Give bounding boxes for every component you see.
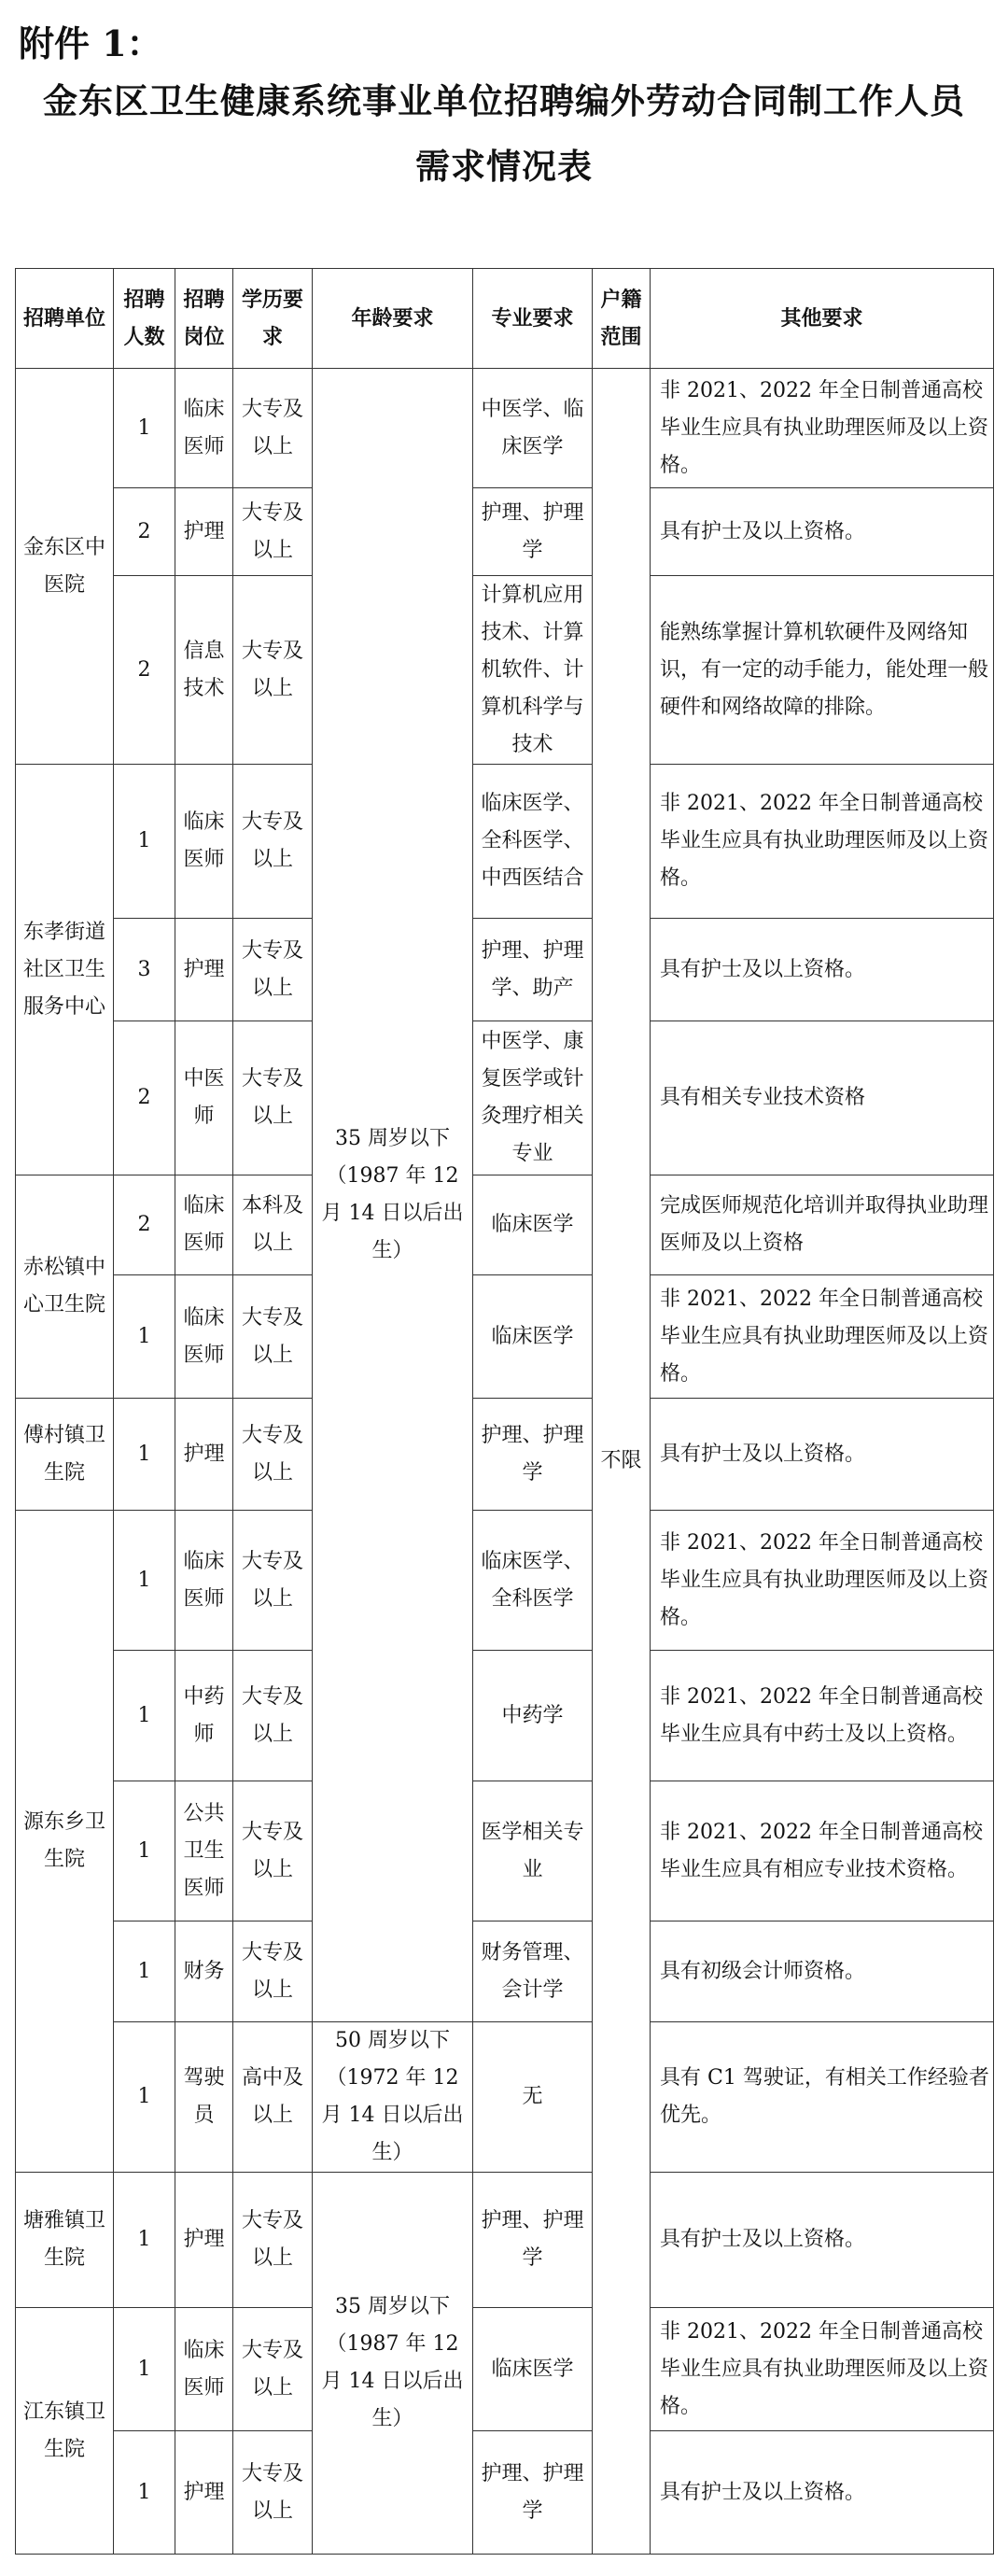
post-cell: 护理 xyxy=(175,2431,233,2555)
edu-cell: 大专及以上 xyxy=(233,1021,313,1175)
count-cell: 1 xyxy=(114,2431,175,2555)
major-cell: 临床医学 xyxy=(473,1275,593,1399)
count-cell: 1 xyxy=(114,1275,175,1399)
edu-cell: 大专及以上 xyxy=(233,1781,313,1921)
table-row xyxy=(16,1021,994,1175)
table-row xyxy=(16,1275,994,1399)
other-cell: 具有护士及以上资格。 xyxy=(651,1399,994,1511)
recruitment-table xyxy=(15,268,994,2555)
other-cell: 具有护士及以上资格。 xyxy=(651,488,994,576)
header-other: 其他要求 xyxy=(651,269,994,369)
other-cell: 具有护士及以上资格。 xyxy=(651,919,994,1021)
edu-cell: 大专及以上 xyxy=(233,1651,313,1781)
table-row xyxy=(16,2431,994,2555)
edu-cell: 大专及以上 xyxy=(233,488,313,576)
other-cell: 具有护士及以上资格。 xyxy=(651,2173,994,2308)
table-row xyxy=(16,1175,994,1275)
post-cell: 护理 xyxy=(175,1399,233,1511)
unit-cell: 傅村镇卫生院 xyxy=(16,1399,114,1511)
edu-cell: 高中及以上 xyxy=(233,2022,313,2173)
count-cell: 1 xyxy=(114,1781,175,1921)
major-cell: 临床医学 xyxy=(473,1175,593,1275)
header-count: 招聘人数 xyxy=(114,269,175,369)
other-cell: 非 2021、2022 年全日制普通高校毕业生应具有相应专业技术资格。 xyxy=(651,1781,994,1921)
table-row xyxy=(16,1651,994,1781)
table-row xyxy=(16,1781,994,1921)
count-cell: 1 xyxy=(114,2173,175,2308)
count-cell: 1 xyxy=(114,1921,175,2022)
post-cell: 财务 xyxy=(175,1921,233,2022)
other-cell: 完成医师规范化培训并取得执业助理医师及以上资格 xyxy=(651,1175,994,1275)
post-cell: 公共卫生医师 xyxy=(175,1781,233,1921)
count-cell: 2 xyxy=(114,576,175,765)
count-cell: 1 xyxy=(114,1399,175,1511)
major-cell: 中医学、临床医学 xyxy=(473,369,593,488)
other-cell: 能熟练掌握计算机软硬件及网络知识，有一定的动手能力，能处理一般硬件和网络故障的排除。 xyxy=(651,576,994,765)
post-cell: 临床医师 xyxy=(175,369,233,488)
header-hukou: 户籍范围 xyxy=(593,269,651,369)
major-cell: 计算机应用技术、计算机软件、计算机科学与技术 xyxy=(473,576,593,765)
hukou-cell: 不限 xyxy=(593,369,651,2555)
attachment-label: 附件 1： xyxy=(19,22,162,64)
unit-cell: 东孝街道社区卫生服务中心 xyxy=(16,765,114,1175)
count-cell: 3 xyxy=(114,919,175,1021)
document-subtitle: 需求情况表 xyxy=(415,146,593,187)
edu-cell: 大专及以上 xyxy=(233,2308,313,2431)
table-row xyxy=(16,2022,994,2173)
count-cell: 2 xyxy=(114,1175,175,1275)
post-cell: 信息技术 xyxy=(175,576,233,765)
post-cell: 临床医师 xyxy=(175,1511,233,1651)
major-cell: 护理、护理学、助产 xyxy=(473,919,593,1021)
table-row xyxy=(16,488,994,576)
major-cell: 临床医学、全科医学、中西医结合 xyxy=(473,765,593,919)
edu-cell: 大专及以上 xyxy=(233,765,313,919)
major-cell: 临床医学、全科医学 xyxy=(473,1511,593,1651)
table-row xyxy=(16,919,994,1021)
post-cell: 中医师 xyxy=(175,1021,233,1175)
edu-cell: 大专及以上 xyxy=(233,919,313,1021)
unit-cell: 塘雅镇卫生院 xyxy=(16,2173,114,2308)
major-cell: 无 xyxy=(473,2022,593,2173)
other-cell: 非 2021、2022 年全日制普通高校毕业生应具有执业助理医师及以上资格。 xyxy=(651,2308,994,2431)
major-cell: 中药学 xyxy=(473,1651,593,1781)
table-row xyxy=(16,2308,994,2431)
unit-cell: 金东区中医院 xyxy=(16,369,114,765)
table-row xyxy=(16,576,994,765)
major-cell: 财务管理、会计学 xyxy=(473,1921,593,2022)
other-cell: 非 2021、2022 年全日制普通高校毕业生应具有执业助理医师及以上资格。 xyxy=(651,765,994,919)
other-cell: 非 2021、2022 年全日制普通高校毕业生应具有执业助理医师及以上资格。 xyxy=(651,369,994,488)
major-cell: 医学相关专业 xyxy=(473,1781,593,1921)
count-cell: 1 xyxy=(114,2022,175,2173)
post-cell: 中药师 xyxy=(175,1651,233,1781)
post-cell: 临床医师 xyxy=(175,1275,233,1399)
table-row xyxy=(16,1511,994,1651)
post-cell: 驾驶员 xyxy=(175,2022,233,2173)
post-cell: 护理 xyxy=(175,2173,233,2308)
edu-cell: 大专及以上 xyxy=(233,576,313,765)
edu-cell: 大专及以上 xyxy=(233,1399,313,1511)
other-cell: 非 2021、2022 年全日制普通高校毕业生应具有执业助理医师及以上资格。 xyxy=(651,1511,994,1651)
edu-cell: 本科及以上 xyxy=(233,1175,313,1275)
table-row xyxy=(16,369,994,488)
major-cell: 护理、护理学 xyxy=(473,1399,593,1511)
table-header-row xyxy=(16,269,994,369)
unit-cell: 江东镇卫生院 xyxy=(16,2308,114,2555)
edu-cell: 大专及以上 xyxy=(233,369,313,488)
count-cell: 1 xyxy=(114,2308,175,2431)
post-cell: 临床医师 xyxy=(175,2308,233,2431)
major-cell: 护理、护理学 xyxy=(473,2431,593,2555)
post-cell: 临床医师 xyxy=(175,765,233,919)
age-cell: 50 周岁以下（1972 年 12 月 14 日以后出生） xyxy=(313,2022,473,2173)
unit-cell: 源东乡卫生院 xyxy=(16,1511,114,2173)
age-cell: 35 周岁以下（1987 年 12 月 14 日以后出生） xyxy=(313,2173,473,2555)
edu-cell: 大专及以上 xyxy=(233,2173,313,2308)
table-row xyxy=(16,1921,994,2022)
other-cell: 具有护士及以上资格。 xyxy=(651,2431,994,2555)
edu-cell: 大专及以上 xyxy=(233,1921,313,2022)
major-cell: 护理、护理学 xyxy=(473,2173,593,2308)
table-row xyxy=(16,2173,994,2308)
age-cell: 35 周岁以下（1987 年 12 月 14 日以后出生） xyxy=(313,369,473,2022)
major-cell: 中医学、康复医学或针灸理疗相关专业 xyxy=(473,1021,593,1175)
header-edu: 学历要求 xyxy=(233,269,313,369)
count-cell: 1 xyxy=(114,1511,175,1651)
header-unit: 招聘单位 xyxy=(16,269,114,369)
other-cell: 具有初级会计师资格。 xyxy=(651,1921,994,2022)
count-cell: 1 xyxy=(114,1651,175,1781)
edu-cell: 大专及以上 xyxy=(233,1275,313,1399)
count-cell: 2 xyxy=(114,1021,175,1175)
post-cell: 护理 xyxy=(175,488,233,576)
other-cell: 非 2021、2022 年全日制普通高校毕业生应具有执业助理医师及以上资格。 xyxy=(651,1275,994,1399)
document-title: 金东区卫生健康系统事业单位招聘编外劳动合同制工作人员 xyxy=(43,80,965,121)
other-cell: 非 2021、2022 年全日制普通高校毕业生应具有中药士及以上资格。 xyxy=(651,1651,994,1781)
header-age: 年龄要求 xyxy=(313,269,473,369)
header-post: 招聘岗位 xyxy=(175,269,233,369)
post-cell: 临床医师 xyxy=(175,1175,233,1275)
header-major: 专业要求 xyxy=(473,269,593,369)
edu-cell: 大专及以上 xyxy=(233,1511,313,1651)
count-cell: 1 xyxy=(114,369,175,488)
table-row xyxy=(16,765,994,919)
unit-cell: 赤松镇中心卫生院 xyxy=(16,1175,114,1399)
other-cell: 具有 C1 驾驶证，有相关工作经验者优先。 xyxy=(651,2022,994,2173)
major-cell: 临床医学 xyxy=(473,2308,593,2431)
count-cell: 1 xyxy=(114,765,175,919)
post-cell: 护理 xyxy=(175,919,233,1021)
major-cell: 护理、护理学 xyxy=(473,488,593,576)
count-cell: 2 xyxy=(114,488,175,576)
edu-cell: 大专及以上 xyxy=(233,2431,313,2555)
other-cell: 具有相关专业技术资格 xyxy=(651,1021,994,1175)
table-row xyxy=(16,1399,994,1511)
